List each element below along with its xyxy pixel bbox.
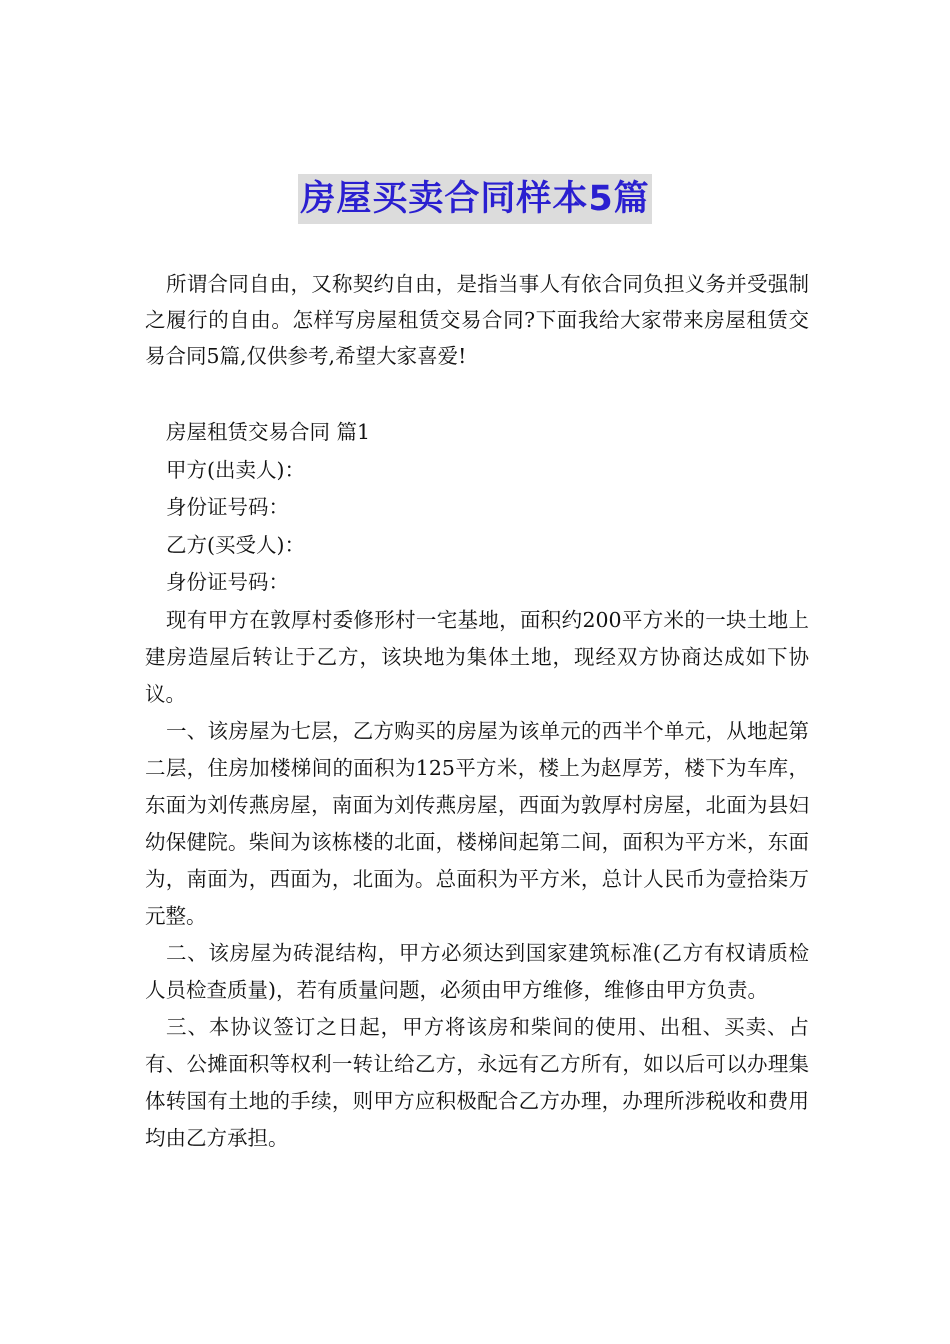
intro-paragraph: 所谓合同自由，又称契约自由，是指当事人有依合同负担义务并受强制之履行的自由。怎样写房屋租赁交易合同?下面我给大家带来房屋租赁交易合同5篇,仅供参考,希望大家喜爱! bbox=[145, 272, 809, 368]
clause-paragraph: 三、本协议签订之日起，甲方将该房和柴间的使用、出租、买卖、占有、公摊面积等权利一转让给乙方，永远有乙方所有，如以后可以办理集体转国有土地的手续，则甲方应积极配合乙方办理，办理所涉税收和费用均由乙方承担。 bbox=[145, 1014, 809, 1150]
clause-paragraph: 一、该房屋为七层，乙方购买的房屋为该单元的西半个单元，从地起第二层，住房加楼梯间的面积为125平方米，楼上为赵厚芳，楼下为车库，东面为刘传燕房屋，南面为刘传燕房屋，西面为敦厚村房屋，北面为县妇幼保健院。柴间为该栋楼的北面，楼梯间起第二间，面积为平方米，东面为，南面为，西面为，北面为。总面积为平方米，总计人民币为壹拾柒万元整。 bbox=[145, 718, 809, 928]
party-b-line: 乙方(买受人)： bbox=[166, 532, 305, 557]
section-heading: 房屋租赁交易合同 篇1 bbox=[166, 420, 371, 444]
title-container bbox=[0, 174, 950, 224]
clause-paragraph: 二、该房屋为砖混结构，甲方必须达到国家建筑标准(乙方有权请质检人员检查质量)，若有质量问题，必须由甲方维修，维修由甲方负责。 bbox=[145, 940, 809, 1002]
party-b-id-line: 身份证号码： bbox=[166, 570, 289, 594]
party-a-id-line: 身份证号码： bbox=[166, 495, 289, 519]
intro-section bbox=[145, 266, 809, 374]
party-a-line: 甲方(出卖人)： bbox=[166, 457, 305, 482]
preamble-paragraph: 现有甲方在敦厚村委修形村一宅基地，面积约200平方米的一块土地上建房造屋后转让于乙方，该块地为集体土地，现经双方协商达成如下协议。 bbox=[145, 607, 809, 706]
contract-body bbox=[145, 414, 809, 1157]
document-title: 房屋买卖合同样本5篇 bbox=[298, 174, 651, 224]
